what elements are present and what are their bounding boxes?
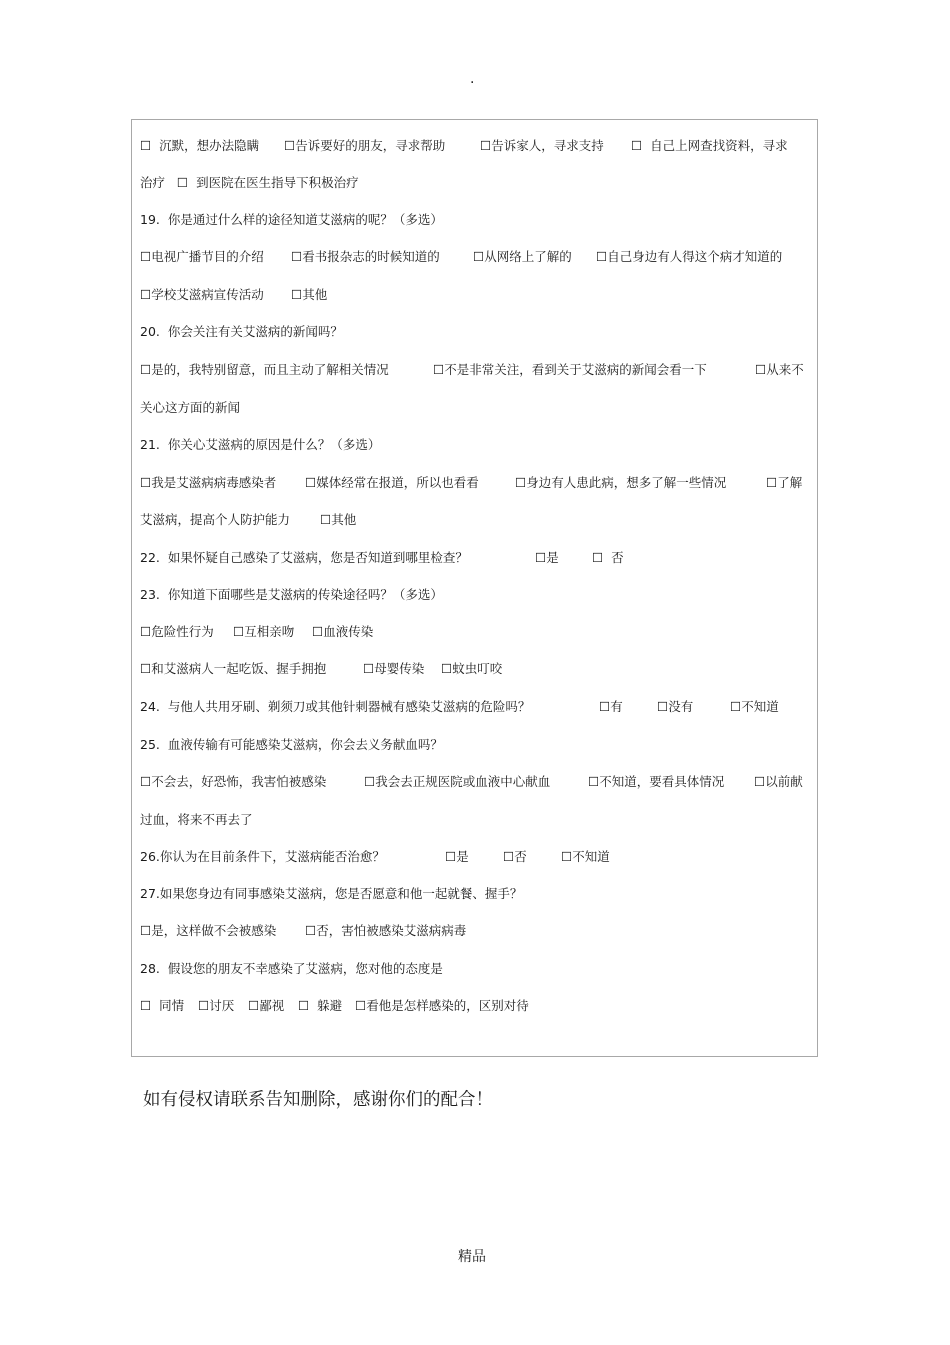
question-text: 21. 你关心艾滋病的原因是什么？（多选）	[140, 437, 381, 452]
checkbox-option[interactable]: ☐鄙视	[248, 998, 285, 1013]
header-dot: .	[470, 71, 475, 87]
checkbox-option[interactable]: ☐是，这样做不会被感染	[140, 923, 277, 938]
question-text: 26.你认为在目前条件下，艾滋病能否治愈？	[140, 849, 385, 864]
checkbox-option[interactable]: ☐ 自己上网查找资料，寻求	[631, 138, 788, 153]
page-footer: 精品	[458, 1249, 486, 1265]
checkbox-option[interactable]: ☐从来不	[755, 362, 804, 377]
checkbox-option[interactable]: ☐了解	[766, 475, 803, 490]
checkbox-option[interactable]: ☐危险性行为	[140, 624, 214, 639]
checkbox-option[interactable]: ☐讨厌	[198, 998, 235, 1013]
checkbox-option[interactable]: ☐我会去正规医院或血液中心献血	[364, 774, 551, 789]
checkbox-option[interactable]: ☐是的，我特别留意，而且主动了解相关情况	[140, 362, 389, 377]
question-text: 19. 你是通过什么样的途径知道艾滋病的呢？（多选）	[140, 212, 443, 227]
question-text: 过血，将来不再去了	[140, 812, 253, 827]
checkbox-option[interactable]: ☐不知道，要看具体情况	[588, 774, 725, 789]
checkbox-option[interactable]: ☐我是艾滋病病毒感染者	[140, 475, 277, 490]
checkbox-option[interactable]: ☐ 沉默，想办法隐瞒	[140, 138, 260, 153]
checkbox-option[interactable]: ☐血液传染	[312, 624, 374, 639]
checkbox-option[interactable]: ☐ 否	[592, 550, 624, 565]
checkbox-option[interactable]: ☐告诉家人，寻求支持	[480, 138, 604, 153]
checkbox-option[interactable]: ☐自己身边有人得这个病才知道的	[596, 249, 783, 264]
question-text: 27.如果您身边有同事感染艾滋病，您是否愿意和他一起就餐、握手？	[140, 886, 523, 901]
copyright-notice: 如有侵权请联系告知删除，感谢你们的配合！	[143, 1090, 493, 1110]
checkbox-option[interactable]: ☐没有	[657, 699, 694, 714]
checkbox-option[interactable]: ☐从网络上了解的	[473, 249, 572, 264]
question-text: 关心这方面的新闻	[140, 400, 241, 415]
checkbox-option[interactable]: ☐以前献	[754, 774, 803, 789]
checkbox-option[interactable]: ☐和艾滋病人一起吃饭、握手拥抱	[140, 661, 327, 676]
checkbox-option[interactable]: ☐不知道	[561, 849, 610, 864]
checkbox-option[interactable]: ☐不会去，好恐怖，我害怕被感染	[140, 774, 327, 789]
question-text: 22. 如果怀疑自己感染了艾滋病，您是否知道到哪里检查？	[140, 550, 468, 565]
checkbox-option[interactable]: ☐ 躲避	[298, 998, 343, 1013]
checkbox-option[interactable]: ☐看他是怎样感染的，区别对待	[355, 998, 529, 1013]
checkbox-option[interactable]: ☐不是非常关注，看到关于艾滋病的新闻会看一下	[433, 362, 707, 377]
question-text: 24. 与他人共用牙刷、剃须刀或其他针刺器械有感染艾滋病的危险吗？	[140, 699, 531, 714]
checkbox-option[interactable]: ☐有	[599, 699, 623, 714]
question-text: 艾滋病，提高个人防护能力	[140, 512, 291, 527]
checkbox-option[interactable]: ☐告诉要好的朋友，寻求帮助	[284, 138, 446, 153]
question-text: 23. 你知道下面哪些是艾滋病的传染途径吗？（多选）	[140, 587, 443, 602]
checkbox-option[interactable]: ☐媒体经常在报道，所以也看看	[305, 475, 479, 490]
checkbox-option: 治疗 ☐ 到医院在医生指导下积极治疗	[140, 175, 359, 190]
checkbox-option[interactable]: ☐是	[445, 849, 469, 864]
checkbox-option[interactable]: ☐互相亲吻	[233, 624, 295, 639]
checkbox-option[interactable]: ☐身边有人患此病，想多了解一些情况	[515, 475, 727, 490]
checkbox-option[interactable]: ☐其他	[320, 512, 357, 527]
checkbox-option[interactable]: ☐看书报杂志的时候知道的	[291, 249, 440, 264]
checkbox-option[interactable]: ☐母婴传染	[363, 661, 425, 676]
checkbox-option[interactable]: ☐ 同情	[140, 998, 185, 1013]
checkbox-option[interactable]: ☐学校艾滋病宣传活动	[140, 287, 264, 302]
checkbox-option[interactable]: ☐否，害怕被感染艾滋病病毒	[305, 923, 467, 938]
question-text: 28. 假设您的朋友不幸感染了艾滋病，您对他的态度是	[140, 961, 443, 976]
checkbox-option[interactable]: ☐是	[535, 550, 559, 565]
checkbox-option[interactable]: ☐否	[503, 849, 527, 864]
checkbox-option[interactable]: ☐蚊虫叮咬	[441, 661, 503, 676]
question-text: 20. 你会关注有关艾滋病的新闻吗？	[140, 324, 343, 339]
checkbox-option[interactable]: ☐不知道	[730, 699, 779, 714]
question-text: 25. 血液传输有可能感染艾滋病，你会去义务献血吗？	[140, 737, 443, 752]
checkbox-option[interactable]: ☐其他	[291, 287, 328, 302]
checkbox-option[interactable]: ☐电视广播节目的介绍	[140, 249, 264, 264]
